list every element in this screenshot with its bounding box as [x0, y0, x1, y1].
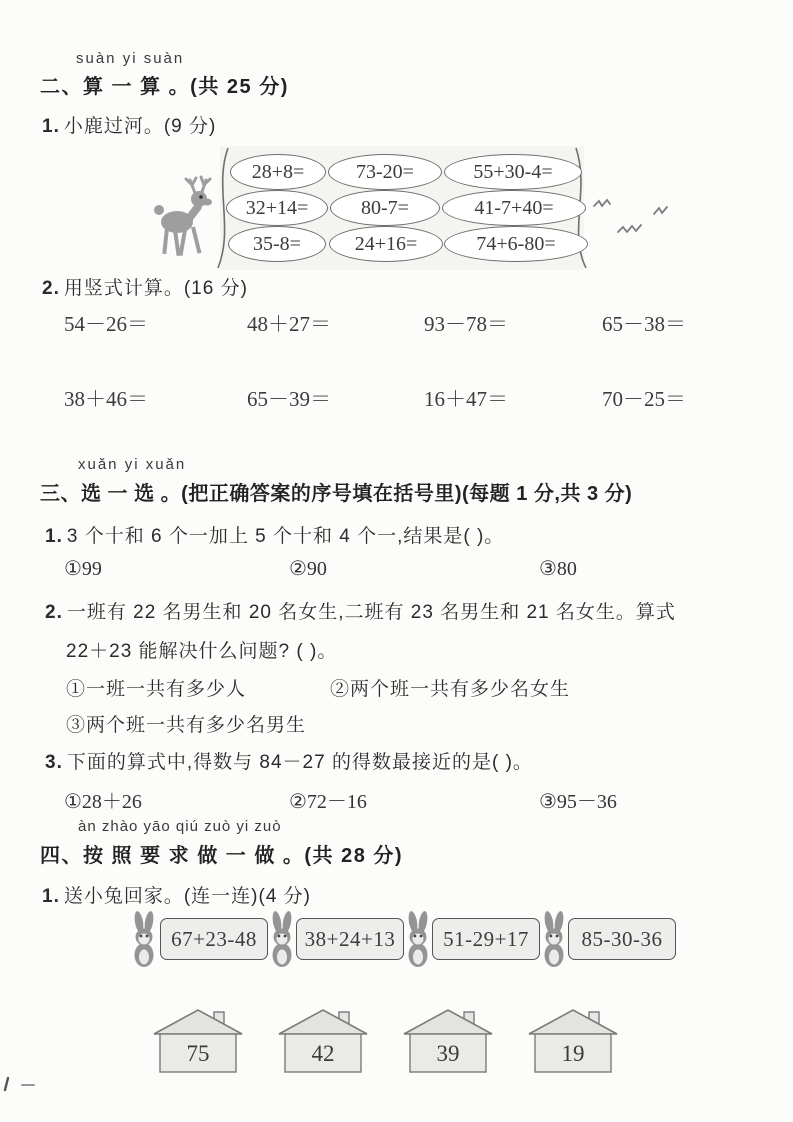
- house-number: 42: [311, 1041, 335, 1066]
- section4-q1: [42, 881, 311, 908]
- card-expression: 67+23-48: [171, 926, 257, 951]
- card-expression: 38+24+13: [304, 926, 396, 951]
- choice-option: ①一班一共有多少人: [66, 679, 247, 700]
- section2-q2-text: 用竖式计算。(16 分): [63, 278, 248, 299]
- problem: 65－39＝: [247, 387, 331, 411]
- house-number: 75: [186, 1041, 210, 1066]
- rabbit-icon: [404, 910, 432, 968]
- section3-q2-line1: [45, 597, 676, 624]
- grass-squiggles-icon: [592, 192, 702, 252]
- oval-expression: 24+16=: [354, 232, 418, 255]
- problem: 93－78＝: [424, 312, 508, 336]
- section3-heading: 三、选 一 选 。(把正确答案的序号填在括号里)(每题 1 分,共 3 分): [40, 483, 633, 505]
- house-icon: [521, 1002, 625, 1074]
- section4-pinyin: àn zhào yāo qiú zuò yi zuò: [78, 818, 282, 835]
- oval-expression: 74+6-80=: [476, 232, 556, 255]
- oval-expression: 73-20=: [356, 160, 414, 183]
- section3-q1-number: 1.: [45, 526, 63, 547]
- house-icon: [396, 1002, 500, 1074]
- house-row: [0, 1002, 793, 1077]
- choice-option: ③两个班一共有多少名男生: [66, 715, 307, 736]
- section4-heading: 四、按 照 要 求 做 一 做 。(共 28 分): [40, 845, 404, 867]
- problem: 70－25＝: [602, 387, 686, 411]
- choice-option: ③95－36: [539, 791, 617, 813]
- house-number: 19: [561, 1041, 585, 1066]
- section4-q1-number: 1.: [42, 886, 60, 907]
- section3-q3: [45, 747, 533, 774]
- problem: 54－26＝: [64, 312, 148, 336]
- section3-q1-text: 3 个十和 6 个一加上 5 个十和 4 个一,结果是( )。: [66, 526, 505, 547]
- choice-option: ②两个班一共有多少名女生: [330, 679, 571, 700]
- oval-expression: 41-7+40=: [474, 196, 554, 219]
- section3-q3-number: 3.: [45, 752, 63, 773]
- oval-expression: 28+8=: [251, 160, 305, 183]
- choice-option: ②72－16: [289, 791, 367, 813]
- section3-q2-text1: 一班有 22 名男生和 20 名女生,二班有 23 名男生和 21 名女生。算式: [66, 602, 676, 623]
- stone-oval: [444, 226, 588, 262]
- rabbit-icon: [130, 910, 158, 968]
- stone-oval: [329, 226, 443, 262]
- oval-expression: 35-8=: [253, 232, 301, 255]
- choice-option: ②90: [289, 558, 327, 580]
- oval-expression: 55+30-4=: [473, 160, 553, 183]
- scan-artifact-mark: [2, 1076, 62, 1096]
- choice-option: ①99: [64, 558, 102, 580]
- oval-expression: 32+14=: [245, 196, 309, 219]
- river-scene: [148, 146, 708, 270]
- expression-card: [296, 918, 404, 960]
- section2-q2: [42, 273, 248, 300]
- section3-pinyin: xuǎn yi xuǎn: [78, 456, 187, 473]
- stone-oval: [444, 154, 582, 190]
- section2-heading: 二、算 一 算 。(共 25 分): [40, 76, 289, 98]
- house-icon: [271, 1002, 375, 1074]
- stone-oval: [330, 190, 440, 226]
- problem: 48＋27＝: [247, 312, 331, 336]
- rabbit-icon: [540, 910, 568, 968]
- section2-q1-text: 小鹿过河。(9 分): [63, 116, 217, 137]
- choice-option: ①28＋26: [64, 791, 142, 813]
- expression-card: [432, 918, 540, 960]
- section2-q1: [42, 111, 216, 138]
- section3-q2-number: 2.: [45, 602, 63, 623]
- house-number: 39: [436, 1041, 460, 1066]
- stone-oval: [226, 190, 328, 226]
- section3-q2-line2: 22＋23 能解决什么问题? ( )。: [66, 641, 338, 662]
- house-icon: [146, 1002, 250, 1074]
- section3-q1: [45, 521, 504, 548]
- problem: 16＋47＝: [424, 387, 508, 411]
- card-expression: 85-30-36: [581, 926, 663, 951]
- stone-oval: [230, 154, 326, 190]
- expression-card: [568, 918, 676, 960]
- choice-option: ③80: [539, 558, 577, 580]
- section3-q3-text: 下面的算式中,得数与 84－27 的得数最接近的是( )。: [66, 752, 533, 773]
- stone-oval: [442, 190, 586, 226]
- section2-q2-number: 2.: [42, 278, 60, 299]
- stone-oval: [228, 226, 326, 262]
- stone-oval: [328, 154, 442, 190]
- section2-q1-number: 1.: [42, 116, 60, 137]
- problem: 38＋46＝: [64, 387, 148, 411]
- rabbit-row: [0, 908, 793, 970]
- problem: 65－38＝: [602, 312, 686, 336]
- card-expression: 51-29+17: [443, 926, 529, 951]
- rabbit-icon: [268, 910, 296, 968]
- expression-card: [160, 918, 268, 960]
- oval-expression: 80-7=: [361, 196, 409, 219]
- section2-pinyin: suàn yi suàn: [76, 50, 185, 67]
- section4-q1-text: 送小兔回家。(连一连)(4 分): [63, 886, 312, 907]
